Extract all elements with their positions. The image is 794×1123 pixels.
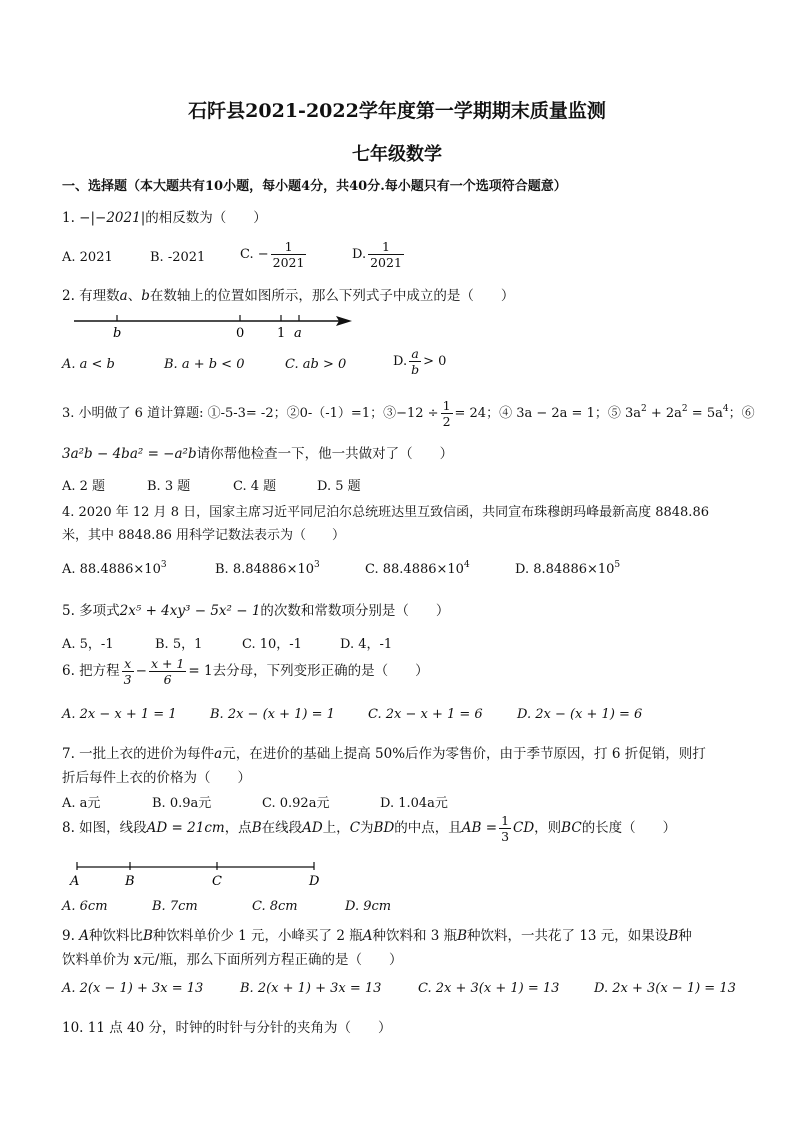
question-9-line-2: 饮料单价为 x元/瓶，那么下面所列方程正确的是（ ） — [62, 952, 403, 968]
q8-math: C — [349, 820, 361, 836]
q6-option-c: C. 2x − x + 1 = 6 — [368, 707, 483, 722]
q5-option-c: C. 10，-1 — [242, 637, 302, 652]
q1-option-d-label: D. — [352, 247, 367, 262]
q4-option-b-exp: 3 — [314, 560, 320, 570]
question-3-line-1 — [62, 398, 755, 429]
q8-math: BC — [561, 820, 582, 836]
q7-option-c: C. 0.92a元 — [262, 796, 330, 811]
q8-option-d: D. 9cm — [345, 899, 392, 914]
q2-option-a: A. a < b — [62, 357, 115, 372]
question-1 — [62, 206, 267, 226]
q2-option-b: B. a + b < 0 — [164, 357, 245, 372]
q5-stem-part: 的次数和常数项分别是（ ） — [260, 603, 450, 619]
q6-stem-part: 6. 把方程 — [62, 663, 120, 679]
fraction-denominator: b — [411, 362, 420, 377]
q9-option-b: B. 2(x + 1) + 3x = 13 — [240, 981, 382, 996]
q3-option-b: B. 3 题 — [147, 479, 191, 494]
q9-var: A — [79, 928, 89, 944]
q3-items-1-3: 3. 小明做了 6 道计算题: ①-5-3= -2；②0-（-1）=1；③−12 ÷ — [62, 406, 439, 421]
question-6 — [62, 656, 429, 687]
q9-var: B — [668, 928, 679, 944]
q6-equals: = 1 — [188, 663, 213, 679]
q1-option-c-fraction — [271, 239, 307, 270]
q8-option-c: C. 8cm — [252, 899, 298, 914]
q9-var: B — [142, 928, 153, 944]
question-2 — [62, 284, 514, 304]
q2-option-d-relation: > 0 — [423, 354, 447, 369]
number-line-label-b: b — [113, 326, 122, 341]
q4-option-c-exp: 4 — [463, 560, 470, 570]
q4-option-b-text: B. 8.84886×10 — [215, 562, 315, 577]
q8-math: B — [251, 820, 262, 836]
fraction-denominator: 2 — [442, 414, 451, 429]
question-7-line-1 — [62, 742, 706, 762]
q4-option-a-exp: 3 — [160, 560, 167, 570]
q3-option-c: C. 4 题 — [233, 479, 277, 494]
fraction-denominator: 6 — [163, 672, 172, 687]
q7-var: a — [214, 746, 223, 762]
q4-option-c — [365, 560, 470, 577]
fraction-numerator: 1 — [442, 398, 451, 413]
q2-var-b: b — [141, 288, 150, 304]
q2-option-d — [393, 346, 446, 377]
q2-option-d-label: D. — [393, 354, 408, 369]
q7-option-a: A. a元 — [62, 796, 101, 811]
q9-stem-part: 种饮料，一共花了 13 元，如果设 — [467, 928, 669, 944]
q1-option-b: B. -2021 — [150, 250, 206, 265]
q3-option-d: D. 5 题 — [317, 479, 361, 494]
q3-fraction — [441, 398, 453, 429]
segment-label-d: D — [309, 874, 320, 889]
q8-stem-part: 在线段 — [261, 820, 303, 836]
q4-option-d-exp: 5 — [614, 560, 621, 570]
q9-option-c: C. 2x + 3(x + 1) = 13 — [418, 981, 560, 996]
q1-option-d-fraction — [368, 239, 404, 270]
number-line-label-a: a — [294, 326, 302, 341]
q7-stem-part: 元，在进价的基础上提高 50%后作为零售价，由于季节原因，打 6 折促销，则打 — [222, 746, 706, 762]
q9-stem-part: 种饮料比 — [88, 928, 143, 944]
q8-stem-part: 8. 如图，线段 — [62, 820, 147, 836]
question-5 — [62, 599, 449, 619]
question-10: 10. 11 点 40 分，时钟的时针与分针的夹角为（ ） — [62, 1020, 392, 1036]
q8-option-a: A. 6cm — [62, 899, 108, 914]
section-heading: 一、选择题（本大题共有10小题，每小题4分，共40分.每小题只有一个选项符合题意） — [62, 179, 567, 194]
q2-option-c: C. ab > 0 — [285, 357, 347, 372]
q3-item-5-part: + 2a — [646, 406, 682, 421]
q9-option-a: A. 2(x − 1) + 3x = 13 — [62, 981, 204, 996]
q3-exp: 4 — [722, 404, 729, 414]
fraction-denominator: 2021 — [272, 255, 305, 270]
q6-stem-part: 去分母，下列变形正确的是（ ） — [212, 663, 429, 679]
q1-option-d — [352, 239, 406, 270]
q5-polynomial: 2x⁵ + 4xy³ − 5x² − 1 — [119, 603, 261, 619]
q6-fraction-2 — [149, 656, 186, 687]
fraction-numerator: 1 — [271, 239, 307, 255]
fraction-numerator: 1 — [501, 813, 510, 828]
number-line-label-0: 0 — [236, 326, 245, 341]
q5-stem-part: 5. 多项式 — [62, 603, 120, 619]
q4-option-d-text: D. 8.84886×10 — [515, 562, 615, 577]
fraction-denominator: 3 — [501, 829, 510, 844]
q9-stem-part: 种 — [678, 928, 692, 944]
q8-math: AB = — [461, 820, 498, 836]
q5-option-b: B. 5，1 — [155, 637, 203, 652]
q4-option-a-text: A. 88.4886×10 — [62, 562, 161, 577]
fraction-numerator: a — [409, 346, 421, 362]
fraction-numerator: x + 1 — [150, 656, 185, 671]
q1-stem-text: 的相反数为（ ） — [145, 210, 267, 226]
question-4-line-1: 4. 2020 年 12 月 8 日，国家主席习近平同尼泊尔总统班达里互致信函，共同宣布珠穆朗玛峰最新高度 8848.86 — [62, 505, 709, 520]
segment-label-c: C — [212, 874, 222, 889]
number-line-figure — [70, 310, 360, 342]
q8-stem-part: ，点 — [224, 820, 252, 836]
q6-minus: − — [135, 663, 147, 679]
q9-stem-part: 9. — [62, 928, 75, 944]
q3-stem-text: 请你帮他检查一下，他一共做对了（ ） — [196, 446, 454, 462]
fraction-denominator: 3 — [123, 672, 132, 687]
q2-stem-part: 2. 有理数 — [62, 288, 120, 304]
exam-title: 石阡县2021-2022学年度第一学期期末质量监测 — [188, 100, 606, 122]
q5-option-a: A. 5，-1 — [62, 637, 114, 652]
fraction-denominator: 2021 — [370, 255, 402, 270]
q9-var: B — [457, 928, 468, 944]
q9-stem-part: 种饮料和 3 瓶 — [372, 928, 458, 944]
q6-fraction-1 — [122, 656, 134, 687]
q7-option-d: D. 1.04a元 — [380, 796, 448, 811]
q3-item-6-marker: ；⑥ — [728, 406, 755, 421]
question-4-line-2: 米，其中 8848.86 用科学记数法表示为（ ） — [62, 528, 346, 543]
q2-stem-part: 、 — [127, 288, 142, 304]
q8-math: BD — [373, 820, 395, 836]
q9-stem-part: 种饮料单价少 1 元，小峰买了 2 瓶 — [152, 928, 363, 944]
q4-option-c-text: C. 88.4886×10 — [365, 562, 464, 577]
q5-option-d: D. 4，-1 — [340, 637, 393, 652]
q8-stem-part: 上， — [322, 820, 350, 836]
q3-exp: 2 — [681, 404, 688, 414]
q1-expression: −|−2021| — [79, 210, 146, 226]
q2-var-a: a — [119, 288, 128, 304]
q2-option-d-fraction — [409, 346, 421, 377]
q6-option-d: D. 2x − (x + 1) = 6 — [517, 707, 643, 722]
segment-label-a: A — [70, 874, 80, 889]
q3-exp: 2 — [641, 404, 647, 414]
q9-option-d: D. 2x + 3(x − 1) = 13 — [594, 981, 736, 996]
q8-option-b: B. 7cm — [152, 899, 198, 914]
question-9-line-1 — [62, 924, 692, 944]
segment-figure — [66, 858, 336, 890]
q3-option-a: A. 2 题 — [62, 479, 106, 494]
q8-math: CD — [513, 820, 535, 836]
q8-stem-part: 为 — [360, 820, 374, 836]
question-7-line-2: 折后每件上衣的价格为（ ） — [62, 770, 251, 786]
q4-option-b — [215, 560, 320, 577]
segment-label-b: B — [125, 874, 135, 889]
number-line-label-1: 1 — [277, 326, 286, 341]
q8-stem-part: 的中点，且 — [394, 820, 462, 836]
question-3-line-2 — [62, 442, 453, 462]
q4-option-a — [62, 560, 167, 577]
q2-stem-part: 在数轴上的位置如图所示，那么下列式子中成立的是（ ） — [149, 288, 515, 304]
question-8 — [62, 813, 676, 844]
q7-option-b: B. 0.9a元 — [152, 796, 212, 811]
q4-option-d — [515, 560, 620, 577]
q8-fraction — [499, 813, 511, 844]
fraction-numerator: x — [122, 656, 134, 672]
q9-var: A — [362, 928, 373, 944]
q3-items-4-5: = 24；④ 3a − 2a = 1；⑤ 3a — [454, 406, 641, 421]
q6-option-a: A. 2x − x + 1 = 1 — [62, 707, 177, 722]
q6-option-b: B. 2x − (x + 1) = 1 — [210, 707, 335, 722]
q8-stem-part: ，则 — [534, 820, 562, 836]
q8-math: AD — [302, 820, 323, 836]
q1-option-c — [240, 239, 308, 270]
q7-stem-part: 7. 一批上衣的进价为每件 — [62, 746, 215, 762]
exam-subtitle: 七年级数学 — [352, 144, 442, 165]
q3-item-6-expression: 3a²b − 4ba² = −a²b — [62, 446, 197, 462]
fraction-numerator: 1 — [368, 239, 404, 255]
q3-item-5-part: = 5a — [687, 406, 723, 421]
q1-option-c-label: C. − — [240, 247, 269, 262]
q1-number: 1. — [62, 210, 80, 226]
q8-math: AD = 21cm — [146, 820, 225, 836]
q1-option-a: A. 2021 — [62, 250, 113, 265]
q8-stem-part: 的长度（ ） — [581, 820, 677, 836]
